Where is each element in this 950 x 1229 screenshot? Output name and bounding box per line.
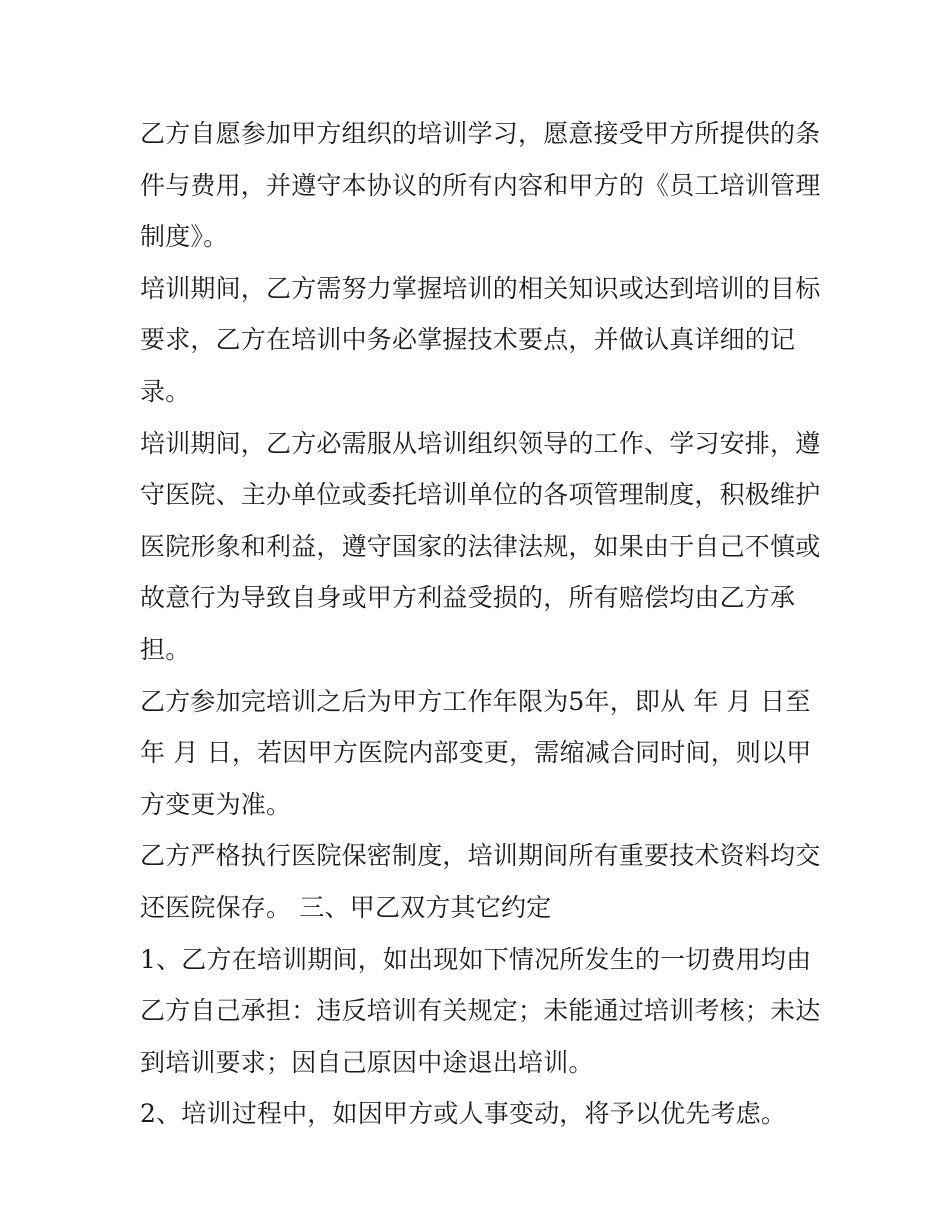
text-line: 培训期间，乙方需努力掌握培训的相关知识或达到培训的目标	[140, 273, 821, 303]
text-line: 守医院、主办单位或委托培训单位的各项管理制度，积极维护	[140, 480, 821, 510]
text-line: 还医院保存。 三、甲乙双方其它约定	[140, 892, 552, 922]
document-body	[140, 108, 821, 1140]
text-line: 到培训要求；因自己原因中途退出培训。	[140, 1047, 594, 1077]
text-line: 要求，乙方在培训中务必掌握技术要点，并做认真详细的记	[140, 325, 796, 355]
text-line: 1、乙方在培训期间，如出现如下情况所发生的一切费用均由	[140, 944, 812, 974]
text-line: 乙方严格执行医院保密制度，培训期间所有重要技术资料均交	[140, 841, 821, 871]
text-line: 医院形象和利益，遵守国家的法律法规，如果由于自己不慎或	[140, 531, 821, 561]
text-line: 件与费用，并遵守本协议的所有内容和甲方的《员工培训管理	[140, 170, 821, 200]
text-line: 制度》。	[140, 222, 229, 252]
text-line: 故意行为导致自身或甲方利益受损的，所有赔偿均由乙方承	[140, 583, 796, 613]
text-line: 担。	[140, 634, 191, 664]
text-line: 乙方自愿参加甲方组织的培训学习，愿意接受甲方所提供的条	[140, 119, 821, 148]
text-line: 方变更为准。	[140, 789, 292, 819]
text-line: 年 月 日，若因甲方医院内部变更，需缩减合同时间，则以甲	[140, 738, 812, 768]
text-line: 乙方参加完培训之后为甲方工作年限为5年，即从 年 月 日至	[140, 686, 811, 716]
text-line: 培训期间，乙方必需服从培训组织领导的工作、学习安排，遵	[140, 428, 821, 458]
text-line: 2、培训过程中，如因甲方或人事变动，将予以优先考虑。	[140, 1099, 787, 1129]
text-line: 乙方自己承担：违反培训有关规定；未能通过培训考核；未达	[140, 996, 821, 1026]
text-line: 录。	[140, 376, 191, 406]
